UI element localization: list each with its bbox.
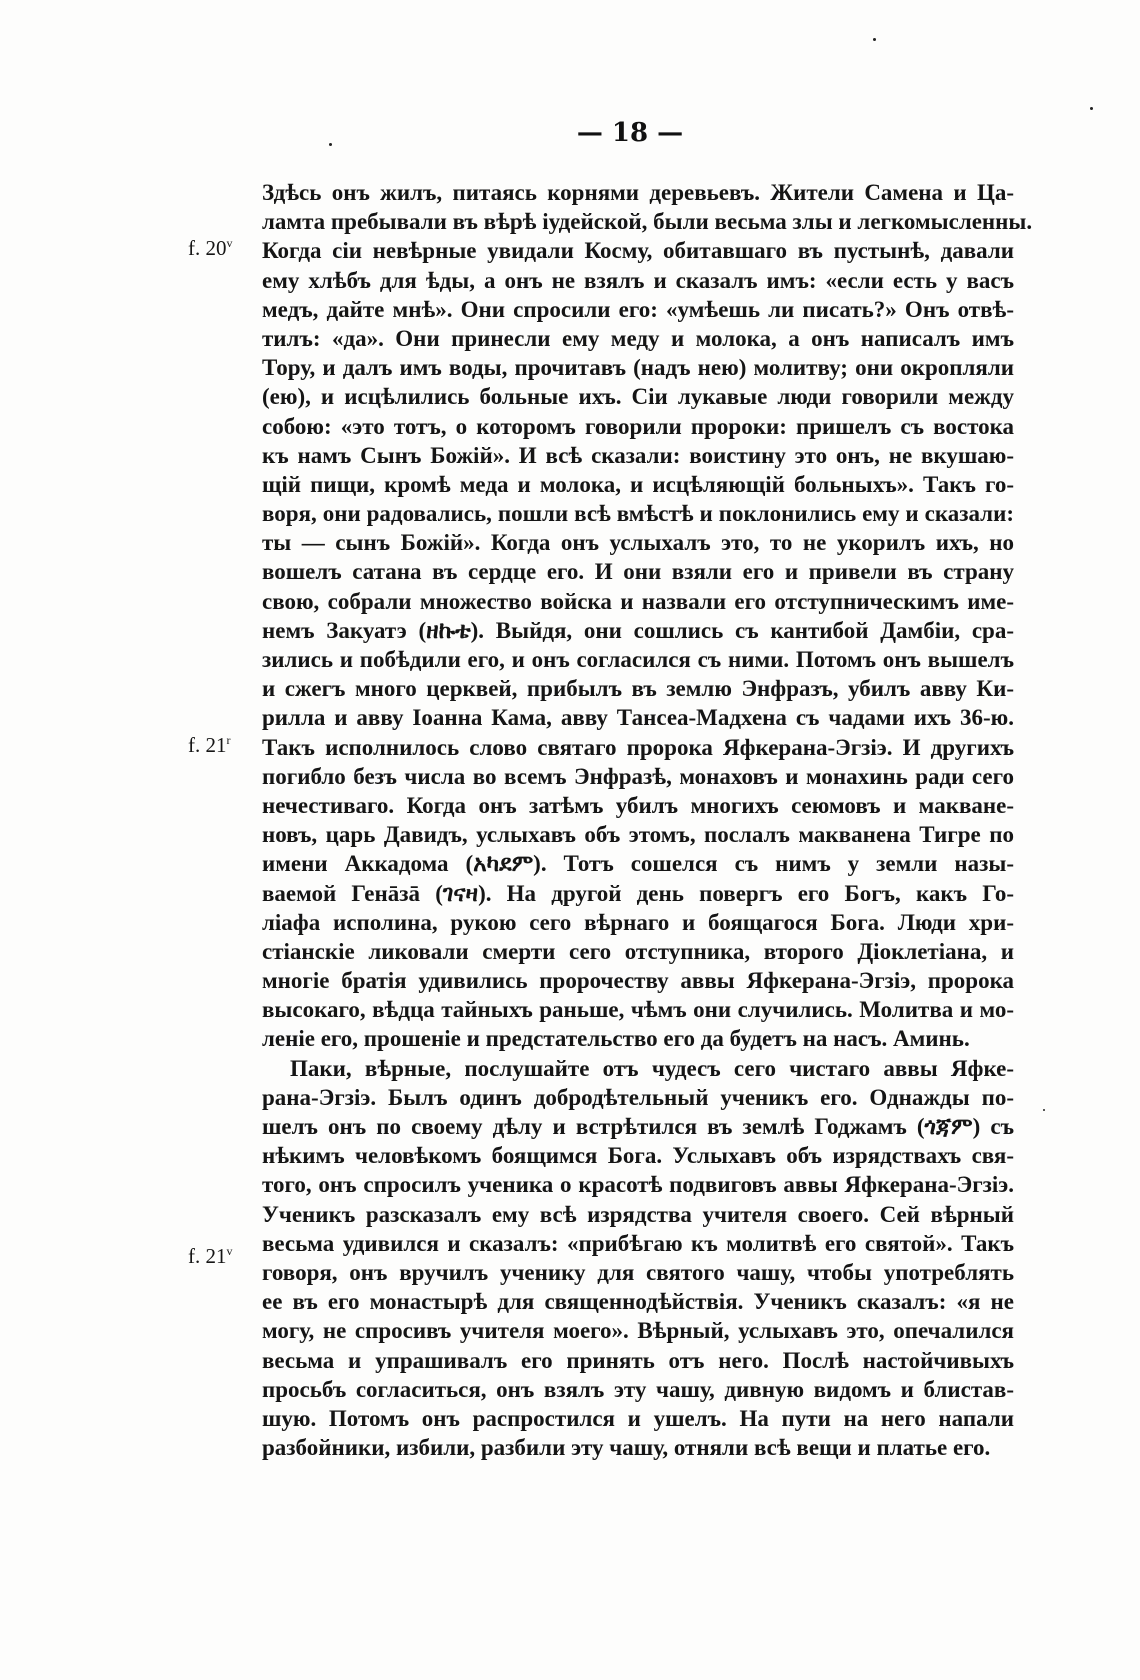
margin-note-label: f. 21 bbox=[188, 733, 227, 757]
text-line: и сжегъ много церквей, прибылъ въ землю Энфразъ, убилъ авву Ки- bbox=[262, 676, 1014, 702]
page-number: — 18 — bbox=[576, 118, 684, 148]
text-line: весьма удивился и сказалъ: «прибѣгаю къ молитвѣ его святой». Такъ bbox=[262, 1230, 1014, 1256]
margin-note-sup: v bbox=[226, 1244, 233, 1258]
text-line: леніе его, прошеніе и предстательство его да будетъ на насъ. Аминь. bbox=[262, 1026, 970, 1052]
text-line: ліафа исполина, рукою сего вѣрнаго и боящагося Бога. Люди хри- bbox=[262, 909, 1014, 935]
scan-speck bbox=[1090, 107, 1093, 110]
body-text bbox=[262, 178, 1033, 1462]
text-line: новъ, царь Давидъ, услыхавъ объ этомъ, послалъ макванена Тигре по bbox=[262, 822, 1014, 848]
text-line: вошелъ сатана въ сердце его. И они взяли его и привели въ страну bbox=[262, 559, 1014, 585]
text-line: воря, они радовались, пошли всѣ вмѣстѣ и поклонились ему и сказали: bbox=[262, 501, 1014, 527]
text-line: Тору, и далъ имъ воды, прочитавъ (надъ нею) молитву; они окропляли bbox=[262, 355, 1014, 381]
text-line: Когда сіи невѣрные увидали Косму, обитавшаго въ пустынѣ, давали bbox=[262, 238, 1014, 264]
text-line: рана-Эгзіэ. Былъ одинъ добродѣтельный ученикъ его. Однажды по- bbox=[262, 1084, 1014, 1110]
text-line: ее въ его монастырѣ для священнодѣйствія. Ученикъ сказалъ: «я не bbox=[262, 1289, 1014, 1315]
text-line: говоря, онъ вручилъ ученику для святого чашу, чтобы употреблять bbox=[262, 1259, 1014, 1285]
text-line: немъ Закуатэ (ዘኩቴ). Выйдя, они сошлись съ кантибой Дамбіи, сра- bbox=[262, 617, 1014, 643]
text-line: Здѣсь онъ жилъ, питаясь корнями деревьевъ. Жители Самена и Ца- bbox=[262, 180, 1014, 205]
text-line: стіанскіе ликовали смерти сего отступника, второго Діоклетіана, и bbox=[262, 938, 1014, 964]
text-line: нѣкимъ человѣкомъ боящимся Бога. Услыхавъ объ изрядствахъ свя- bbox=[262, 1143, 1014, 1169]
text-line: ты — сынъ Божій». Когда онъ услыхалъ это, то не укорилъ ихъ, но bbox=[262, 530, 1014, 556]
scan-speck bbox=[1043, 1109, 1045, 1111]
text-line: того, онъ спросилъ ученика о красотѣ подвиговъ аввы Яфкерана-Эгзіэ. bbox=[262, 1172, 1014, 1198]
text-line: погибло безъ числа во всемъ Энфразѣ, монаховъ и монахинь ради сего bbox=[262, 763, 1014, 789]
text-line: шую. Потомъ онъ распростился и ушелъ. На пути на него напали bbox=[262, 1405, 1014, 1431]
text-line: шелъ онъ по своему дѣлу и встрѣтился въ землѣ Годжамъ (ጎጃም) съ bbox=[262, 1114, 1014, 1139]
text-line: Ученикъ разсказалъ ему всѣ изрядства учителя своего. Сей вѣрный bbox=[262, 1201, 1014, 1227]
margin-note-label: f. 21 bbox=[188, 1244, 227, 1268]
margin-note-sup: v bbox=[226, 236, 233, 250]
text-line: (ею), и исцѣлились больные ихъ. Сіи лукавые люди говорили между bbox=[262, 384, 1014, 410]
text-line: къ намъ Сынъ Божій». И всѣ сказали: воистину это онъ, не вкушаю- bbox=[262, 442, 1014, 468]
text-line: могу, не спросивъ учителя моего». Вѣрный, услыхавъ это, опечалился bbox=[262, 1318, 1014, 1344]
margin-note-sup: r bbox=[226, 733, 231, 747]
text-line: собою: «это тотъ, о которомъ говорили пророки: пришелъ съ востока bbox=[262, 413, 1014, 439]
text-line: тилъ: «да». Они принесли ему меду и молока, а онъ написалъ имъ bbox=[262, 325, 1014, 351]
text-line: просьбъ согласиться, онъ взялъ эту чашу, дивную видомъ и блистав- bbox=[262, 1376, 1014, 1402]
scan-speck bbox=[329, 143, 332, 146]
text-line: ваемой Генāзā (ገናዛ). На другой день повергъ его Богъ, какъ Го- bbox=[262, 880, 1014, 906]
text-line: имени Аккадома (አካደም). Тотъ сошелся съ нимъ у земли назы- bbox=[262, 851, 1014, 877]
text-line: нечестиваго. Когда онъ затѣмъ убилъ многихъ сеюмовъ и макване- bbox=[262, 792, 1014, 818]
text-line: Такъ исполнилось слово святаго пророка Яфкерана-Эгзіэ. И другихъ bbox=[262, 734, 1014, 760]
text-line: высокаго, вѣдца тайныхъ раньше, чѣмъ они случились. Молитва и мо- bbox=[262, 997, 1014, 1023]
text-line: зились и побѣдили его, и онъ согласился съ ними. Потомъ онъ вышелъ bbox=[262, 647, 1014, 672]
text-line: свою, собрали множество войска и назвали его отступническимъ име- bbox=[262, 588, 1014, 614]
text-line: рилла и авву Іоанна Кама, авву Тансеа-Мадхена съ чадами ихъ 36-ю. bbox=[262, 705, 1014, 731]
margin-note-label: f. 20 bbox=[188, 236, 227, 260]
margin-note-f21v bbox=[188, 1244, 233, 1269]
scan-speck bbox=[873, 38, 876, 41]
text-line: разбойники, избили, разбили эту чашу, отняли всѣ вещи и платье его. bbox=[262, 1435, 991, 1461]
text-line: щій пищи, кромѣ меда и молока, и исцѣляющій больныхъ». Такъ го- bbox=[262, 471, 1014, 497]
margin-note-f20v bbox=[188, 236, 233, 261]
text-line: ламта пребывали въ вѣрѣ іудейской, были весьма злы и легкомысленны. bbox=[262, 209, 1033, 235]
text-line: ему хлѣбъ для ѣды, а онъ не взялъ и сказалъ имъ: «если есть у васъ bbox=[262, 267, 1014, 293]
text-line: весьма и упрашивалъ его принять отъ него. Послѣ настойчивыхъ bbox=[262, 1347, 1014, 1373]
text-line: Паки, вѣрные, послушайте отъ чудесъ сего чистаго аввы Яфке- bbox=[290, 1055, 1014, 1081]
text-line: многіе братія удивились пророчеству аввы Яфкерана-Эгзіэ, пророка bbox=[262, 968, 1014, 994]
text-line: медъ, дайте мнѣ». Они спросили его: «умѣешь ли писать?» Онъ отвѣ- bbox=[262, 296, 1014, 322]
margin-note-f21r bbox=[188, 733, 231, 758]
